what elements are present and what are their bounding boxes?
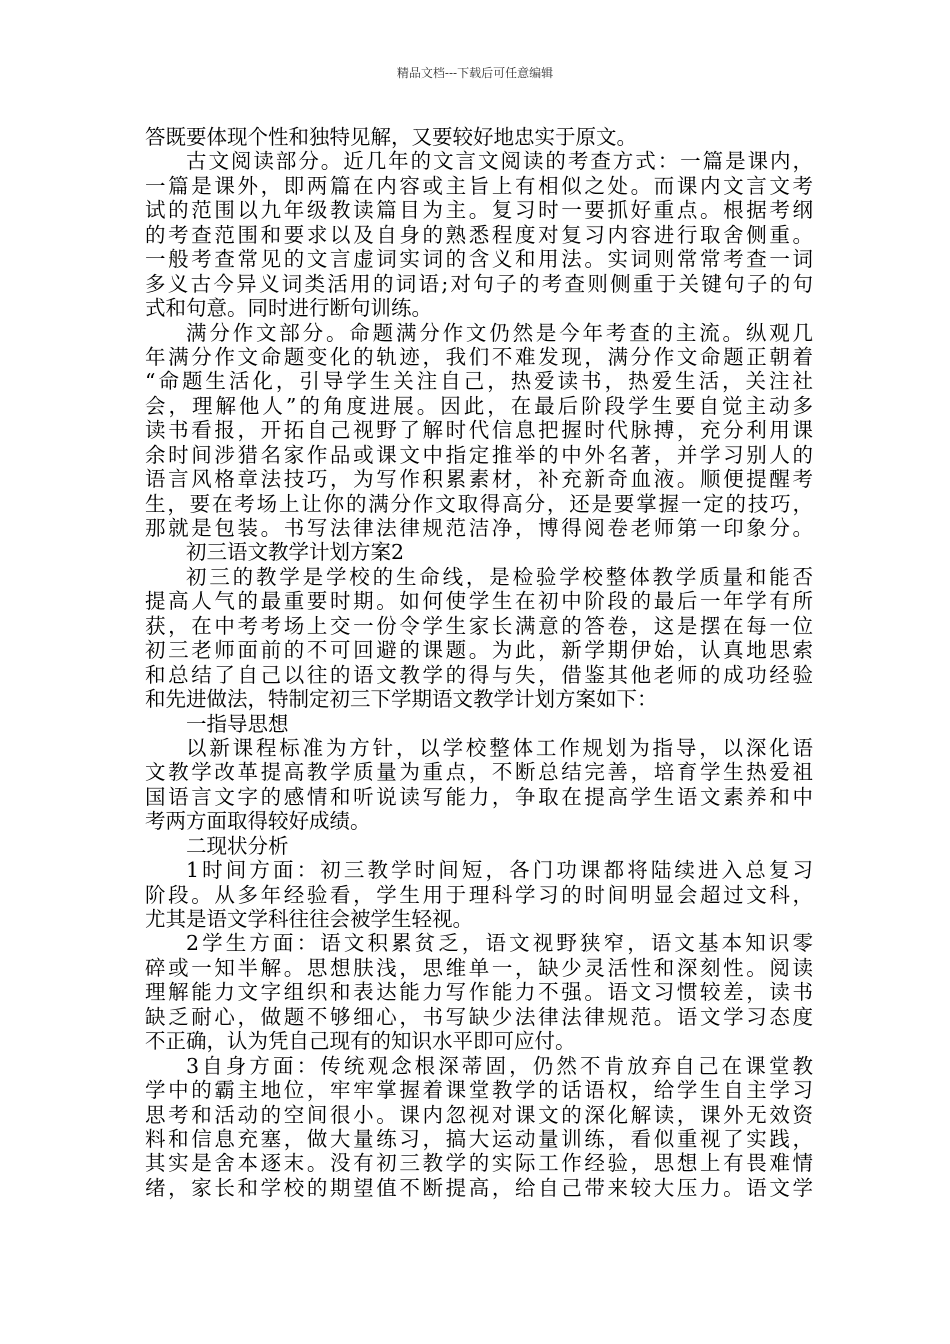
text-line: 生，要在考场上让你的满分作文取得高分，还是要掌握一定的技巧， (145, 491, 813, 516)
text-line: 一般考查常见的文言虚词实词的含义和用法。实词则常常考查一词 (145, 247, 813, 272)
text-line: 获，在中考考场上交一份令学生家长满意的答卷，这是摆在每一位 (145, 613, 813, 638)
text-line: 试的范围以九年级教读篇目为主。复习时一要抓好重点。根据考纲 (145, 198, 813, 223)
text-line: 多义古今异义词类活用的词语;对句子的考查则侧重于关键句子的句 (145, 271, 813, 296)
text-line: 式和句意。同时进行断句训练。 (145, 296, 432, 321)
text-line: 料和信息充塞，做大量练习，搞大运动量训练，看似重视了实践， (145, 1126, 813, 1151)
text-line: 思考和活动的空间很小。课内忽视对课文的深化解读，课外无效资 (145, 1102, 813, 1127)
text-line: 答既要体现个性和独特见解，又要较好地忠实于原文。 (145, 125, 637, 149)
text-line: 不正确，认为凭自己现有的知识水平即可应付。 (145, 1029, 576, 1054)
text-line: 碎或一知半解。思想肤浅，思维单一，缺少灵活性和深刻性。阅读 (145, 955, 813, 980)
document-body (145, 125, 813, 1200)
text-line: 余时间涉猎名家作品或课文中指定推举的中外名著，并学习别人的 (145, 442, 813, 467)
text-line: 和总结了自己以往的语文教学的得与失，借鉴其他老师的成功经验 (145, 662, 813, 687)
text-line: 阶段。从多年经验看，学生用于理科学习的时间明显会超过文科， (145, 882, 813, 907)
text-line: 会，理解他人”的角度进展。因此，在最后阶段学生要自觉主动多 (145, 393, 813, 418)
text-line: 古文阅读部分。近几年的文言文阅读的考查方式：一篇是课内， (186, 149, 813, 174)
text-line: 一篇是课外，即两篇在内容或主旨上有相似之处。而课内文言文考 (145, 173, 813, 198)
text-line: 其实是舍本逐末。没有初三教学的实际工作经验，思想上有畏难情 (145, 1151, 813, 1176)
text-line: 初三语文教学计划方案2 (186, 540, 405, 565)
text-line: 以新课程标准为方针，以学校整体工作规划为指导，以深化语 (186, 735, 813, 760)
text-line: 二现状分析 (186, 833, 289, 858)
text-line: 满分作文部分。命题满分作文仍然是今年考查的主流。纵观几 (186, 320, 813, 345)
text-line: 国语言文字的感情和听说读写能力，争取在提高学生语文素养和中 (145, 784, 813, 809)
page-header: 精品文档---下载后可任意编辑 (396, 66, 554, 80)
text-line: 读书看报，开拓自己视野了解时代信息把握时代脉搏，充分利用课 (145, 418, 813, 443)
text-line: 一指导思想 (186, 711, 289, 736)
text-line: “命题生活化，引导学生关注自己，热爱读书，热爱生活，关注社 (145, 369, 813, 394)
text-line: 初三老师面前的不可回避的课题。为此，新学期伊始，认真地思索 (145, 638, 813, 663)
text-line: 学中的霸主地位，牢牢掌握着课堂教学的话语权，给学生自主学习 (145, 1078, 813, 1103)
text-line: 1时间方面：初三教学时间短，各门功课都将陆续进入总复习 (186, 858, 813, 883)
text-line: 缺乏耐心，做题不够细心，书写缺少法律法律规范。语文学习态度 (145, 1004, 813, 1029)
text-line: 的考查范围和要求以及自身的熟悉程度对复习内容进行取舍侧重。 (145, 222, 813, 247)
text-line: 考两方面取得较好成绩。 (145, 809, 371, 834)
text-line: 绪，家长和学校的期望值不断提高，给自己带来较大压力。语文学 (145, 1175, 813, 1200)
text-line: 语言风格章法技巧，为写作积累素材，补充新奇血液。顺便提醒考 (145, 467, 813, 492)
text-line: 提高人气的最重要时期。如何使学生在初中阶段的最后一年学有所 (145, 589, 813, 614)
text-line: 2学生方面：语文积累贫乏，语文视野狭窄，语文基本知识零 (186, 931, 813, 956)
text-line: 那就是包装。书写法律法律规范洁净，博得阅卷老师第一印象分。 (145, 516, 813, 540)
text-line: 尤其是语文学科往往会被学生轻视。 (145, 907, 473, 931)
text-line: 理解能力文字组织和表达能力写作能力不强。语文习惯较差，读书 (145, 980, 813, 1005)
text-line: 文教学改革提高教学质量为重点，不断总结完善，培育学生热爱祖 (145, 760, 813, 785)
text-line: 初三的教学是学校的生命线，是检验学校整体教学质量和能否 (186, 564, 813, 589)
text-line: 和先进做法，特制定初三下学期语文教学计划方案如下： (145, 687, 658, 712)
text-line: 3自身方面：传统观念根深蒂固，仍然不肯放弃自己在课堂教 (186, 1053, 813, 1078)
text-line: 年满分作文命题变化的轨迹，我们不难发现，满分作文命题正朝着 (145, 344, 813, 369)
